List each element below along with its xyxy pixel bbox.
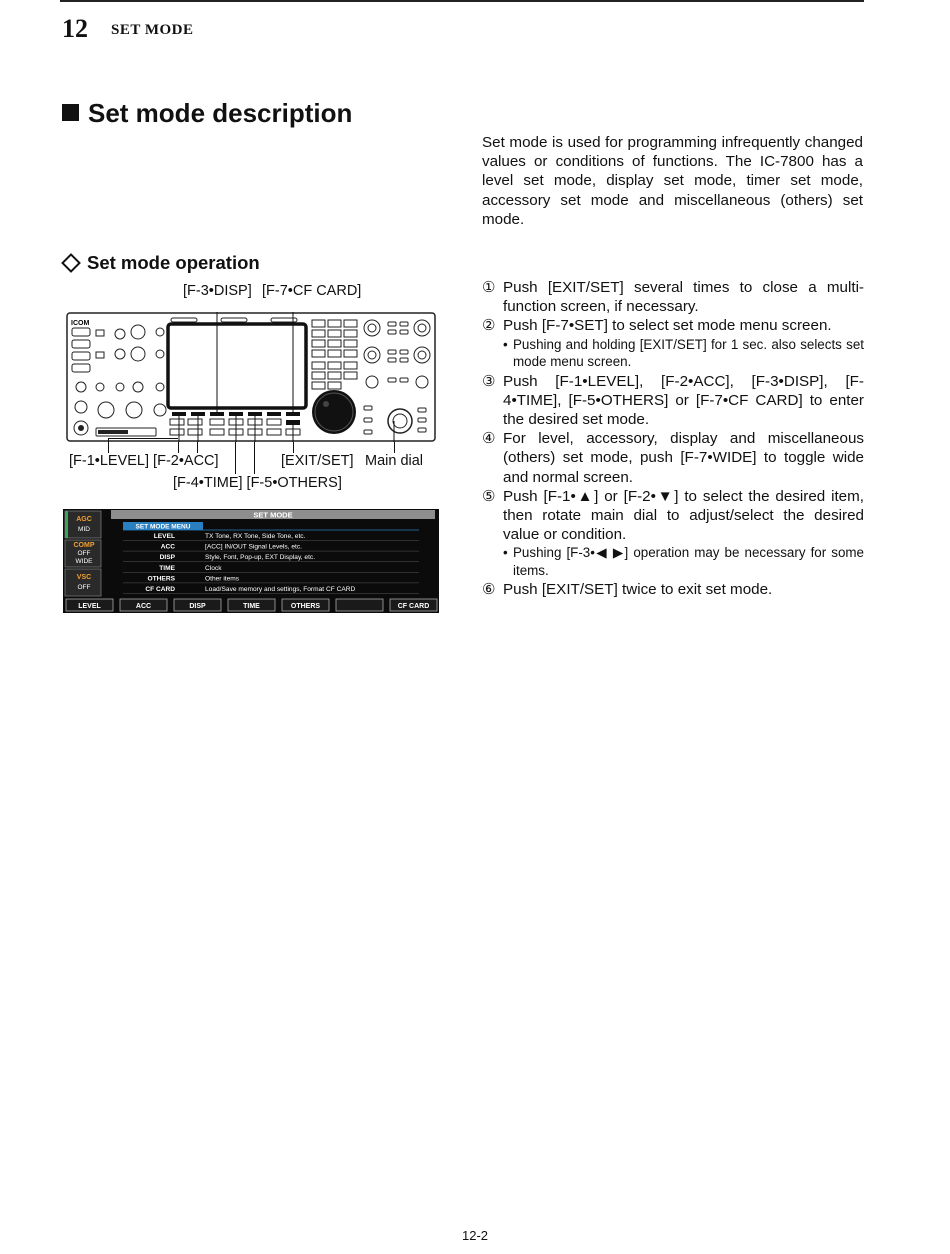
lcd-row-description: Clock (205, 564, 222, 572)
square-bullet-icon (62, 104, 79, 121)
step-item (482, 372, 864, 430)
label-f3-disp: [F-3•DISP] (183, 283, 252, 299)
lcd-function-button-label: LEVEL (78, 603, 101, 610)
lcd-row-description: Load/Save memory and settings, Format CF CARD (205, 586, 356, 593)
header-rule (60, 0, 864, 2)
lcd-row-description: Other items (205, 575, 240, 583)
subsection-title: Set mode operation (87, 252, 260, 273)
lcd-row-name: ACC (160, 543, 175, 551)
lcd-title: SET MODE (253, 510, 293, 520)
bullet-icon: • (503, 336, 508, 352)
lcd-row-description: Style, Font, Pop-up, EXT Display, etc. (205, 554, 316, 562)
step-note (503, 544, 864, 579)
step-item (482, 487, 864, 580)
lcd-menu-title: SET MODE MENU (135, 523, 191, 531)
intro-paragraph: Set mode is used for programming infrequently changed values or conditions of functions. The IC-7800 has a level set mode, display set mode, timer set mode, accessory set mode and miscellaneous (others) set mode. (482, 134, 863, 228)
lcd-row-name: LEVEL (153, 533, 175, 540)
lcd-row-name: DISP (159, 554, 175, 562)
lcd-row-description: TX Tone, RX Tone, Side Tone, etc. (205, 533, 306, 540)
label-exit-set: [EXIT/SET] (281, 453, 354, 469)
label-f4-f5: [F-4•TIME] [F-5•OTHERS] (173, 475, 342, 491)
lcd-row-name: CF CARD (145, 586, 175, 593)
subsection-heading (62, 252, 260, 274)
step-text: Push [F-1•LEVEL], [F-2•ACC], [F-3•DISP], [F-4•TIME], [F-5•OTHERS] or [F-7•CF CARD] to enter the desired set mode. (503, 372, 864, 429)
leader-line (197, 442, 198, 453)
lcd-function-button (336, 599, 383, 611)
step-item (482, 580, 864, 599)
bullet-icon: • (503, 545, 508, 561)
lcd-side-vsc-value: OFF (77, 584, 91, 591)
step-number: ⑥ (482, 581, 496, 599)
leader-line (254, 442, 255, 474)
step-note-text: Pushing and holding [EXIT/SET] for 1 sec. also selects set mode menu screen. (513, 336, 864, 370)
page-number: 12-2 (461, 1228, 489, 1243)
step-note (503, 336, 864, 371)
leader-line (108, 438, 178, 439)
step-note-text: Pushing [F-3•◀ ▶] operation may be necessary for some items. (513, 545, 864, 578)
lcd-side-vsc: VSC (76, 574, 92, 581)
section-title: Set mode description (88, 98, 353, 128)
label-f7-cf-card: [F-7•CF CARD] (262, 283, 362, 299)
chapter-title: SET MODE (111, 22, 194, 38)
lcd-row-name: OTHERS (147, 575, 175, 583)
lcd-side-comp: COMP (73, 542, 95, 549)
step-text: Push [F-1•▲] or [F-2•▼] to select the desired item, then rotate main dial to adjust/select the desired value or condition. (503, 487, 864, 544)
label-main-dial: Main dial (365, 453, 424, 469)
step-text: For level, accessory, display and miscellaneous (others) set mode, push [F-7•WIDE] to toggle wide and normal screen. (503, 430, 864, 486)
step-item (482, 278, 864, 316)
lcd-side-agc: AGC (76, 516, 92, 523)
step-number: ⑤ (482, 487, 496, 505)
step-text: Push [F-7•SET] to select set mode menu screen. (503, 317, 832, 335)
step-number: ④ (482, 430, 496, 448)
lcd-function-button-label: ACC (135, 603, 152, 610)
lcd-function-button-label: OTHERS (290, 603, 321, 610)
section-heading (62, 98, 352, 129)
leader-line (293, 442, 294, 453)
transceiver-front-panel-illustration (66, 312, 436, 442)
diamond-bullet-icon (61, 253, 81, 273)
lcd-side-comp-extra: WIDE (75, 558, 93, 565)
step-number: ② (482, 317, 496, 335)
lcd-row-name: TIME (159, 564, 175, 572)
step-number: ③ (482, 372, 496, 390)
step-item (482, 429, 864, 487)
leader-line (108, 438, 109, 453)
steps-list (482, 278, 864, 600)
step-number: ① (482, 279, 496, 296)
chapter-number: 12 (62, 14, 88, 43)
leader-line (394, 442, 395, 453)
step-text: Push [EXIT/SET] twice to exit set mode. (503, 581, 773, 599)
lcd-function-button-label: TIME (243, 603, 260, 610)
lcd-side-agc-value: MID (78, 526, 90, 533)
step-text: Push [EXIT/SET] several times to close a multi-function screen, if necessary. (503, 279, 864, 316)
set-mode-screen-illustration (63, 509, 439, 613)
leader-line (235, 442, 236, 474)
lcd-row-description: [ACC] IN/OUT Signal Levels, etc. (205, 543, 302, 551)
leader-line (178, 442, 179, 453)
lcd-side-comp-value: OFF (77, 550, 91, 557)
brand-logo: ICOM (71, 320, 90, 327)
lcd-function-button-label: DISP (189, 603, 206, 610)
lcd-function-button-label: CF CARD (397, 603, 430, 610)
label-f1-f2: [F-1•LEVEL] [F-2•ACC] (69, 453, 219, 469)
step-item (482, 316, 864, 370)
